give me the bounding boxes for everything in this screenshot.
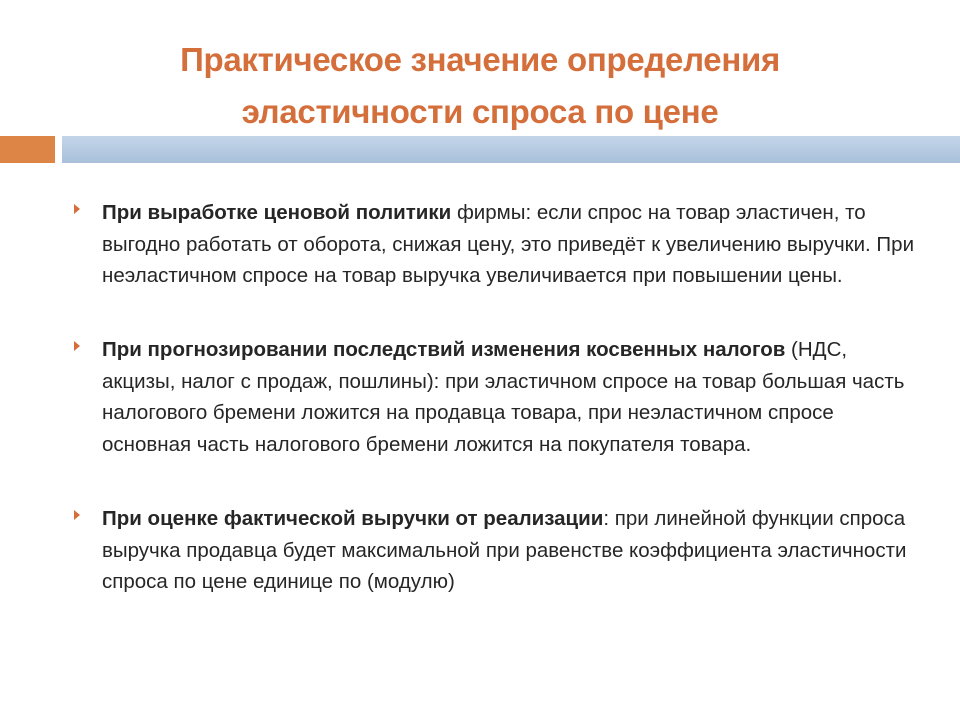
- bullet-bold-lead: При выработке ценовой политики: [102, 201, 452, 224]
- bullet-marker-icon: [74, 341, 80, 351]
- slide-title-line-2: эластичности спроса по цене: [241, 93, 719, 130]
- bullet-bold-lead: При прогнозировании последствий изменения косвенных налогов: [102, 338, 786, 361]
- bullet-item-indirect-taxes: [102, 334, 917, 460]
- slide-title-line-1: Практическое значение определения: [180, 41, 780, 78]
- bullet-bold-lead: При оценке фактической выручки от реализации: [102, 507, 604, 530]
- bullet-marker-icon: [74, 510, 80, 520]
- bullet-text: фирмы: если спрос на товар эластичен, то выгодно работать от оборота, снижая цену, это приведёт к увеличению выручки. При неэластичном спросе на товар выручка увеличивается при повышении цены.: [102, 201, 915, 287]
- bullet-text: (НДС, акцизы, налог с продаж, пошлины): при эластичном спросе на товар большая часть налогового бремени ложится на продавца товара, при неэластичном спросе основная часть налогового бремени ложится на покупателя товара.: [102, 338, 905, 456]
- bullet-item-pricing-policy: [102, 197, 917, 292]
- bullet-text: : при линейной функции спроса выручка продавца будет максимальной при равенстве коэффициента эластичности спроса по цене единице по (модулю): [102, 507, 907, 593]
- bullet-marker-icon: [74, 204, 80, 214]
- bullet-item-revenue-estimate: [102, 503, 917, 598]
